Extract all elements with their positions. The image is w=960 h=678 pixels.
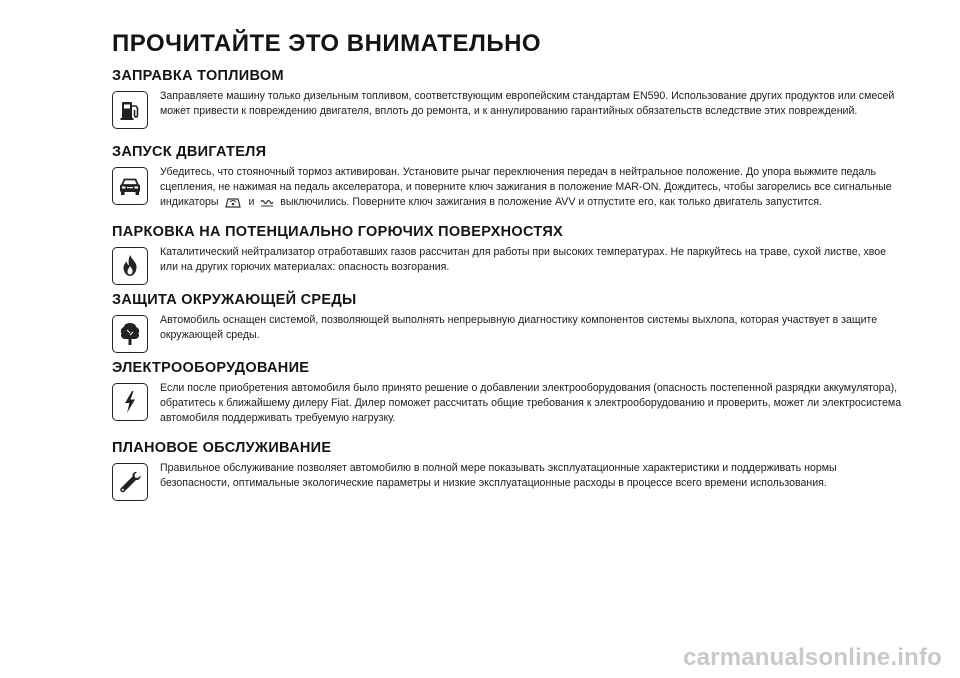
section-text-electrical: Если после приобретения автомобиля было принято решение о добавлении электрооборудования (опасность постепенной разрядки аккумулятора), обратитесь к ближайшему дилеру Fiat. Дилер поможет рассчитать общие требования к электрооборудованию и проверить, может ли электросистема автомобиля поддерживать требуемую нагрузку. [160, 382, 902, 425]
section-fuel [112, 68, 912, 129]
lightning-icon [112, 383, 148, 421]
section-text-fuel: Заправляете машину только дизельным топливом, соответствующим европейским стандартам EN590. Использование других продуктов или смесей может привести к повреждению двигателя, вплоть до ремонта, и к аннулированию гарантийных обязательств вследствие этих повреждений. [160, 90, 895, 118]
section-maintenance [112, 440, 912, 501]
fuel-pump-icon [112, 91, 148, 129]
section-heading-fuel: ЗАПРАВКА ТОПЛИВОМ [112, 68, 284, 84]
section-text-environment: Автомобиль оснащен системой, позволяющей выполнять непрерывную диагностику компонентов системы выхлопа, которая участвует в защите окружающей среды. [160, 314, 878, 342]
section-heading-electrical: ЭЛЕКТРООБОРУДОВАНИЕ [112, 360, 310, 376]
car-icon [112, 167, 148, 205]
glow-plug-icon [260, 198, 274, 207]
page-title: ПРОЧИТАЙТЕ ЭТО ВНИМАТЕЛЬНО [112, 30, 542, 57]
section-parking [112, 224, 912, 285]
flame-icon [112, 247, 148, 285]
wrench-icon [112, 463, 148, 501]
engine-start-text-and: и [248, 196, 255, 209]
section-text-maintenance: Правильное обслуживание позволяет автомобилю в полной мере показывать эксплуатационные характеристики и поддерживать нормы безопасности, оптимальные экологические параметры и низкие эксплуатационные расходы в процессе всего времени использования. [160, 462, 837, 490]
section-text-engine-start [160, 165, 904, 211]
warning-lights-icon [224, 196, 242, 209]
section-heading-engine-start: ЗАПУСК ДВИГАТЕЛЯ [112, 144, 267, 160]
section-heading-environment: ЗАЩИТА ОКРУЖАЮЩЕЙ СРЕДЫ [112, 292, 357, 308]
section-engine-start [112, 144, 912, 211]
section-text-parking: Каталитический нейтрализатор отработавших газов рассчитан для работы при высоких температурах. Не паркуйтесь на траве, сухой листве, хвое или на других горючих материалах: опасность возгорания. [160, 246, 887, 274]
engine-start-text-part2: выключились. Поверните ключ зажигания в положение AVV и отпустите его, как только двигатель запустится. [280, 196, 822, 209]
engine-start-text-part1: Убедитесь, что стояночный тормоз активирован. Установите рычаг переключения передач в нейтральное положение. До упора выжмите педаль сцепления, не нажимая на педаль акселератора, и поверните ключ зажигания в положение MAR-ON. Дождитесь, чтобы загорелись все сигнальные индикаторы [160, 166, 892, 209]
section-heading-maintenance: ПЛАНОВОЕ ОБСЛУЖИВАНИЕ [112, 440, 332, 456]
section-electrical [112, 360, 912, 427]
watermark: carmanualsonline.info [683, 644, 942, 671]
section-heading-parking: ПАРКОВКА НА ПОТЕНЦИАЛЬНО ГОРЮЧИХ ПОВЕРХНОСТЯХ [112, 224, 564, 240]
section-environment [112, 292, 912, 353]
tree-icon [112, 315, 148, 353]
